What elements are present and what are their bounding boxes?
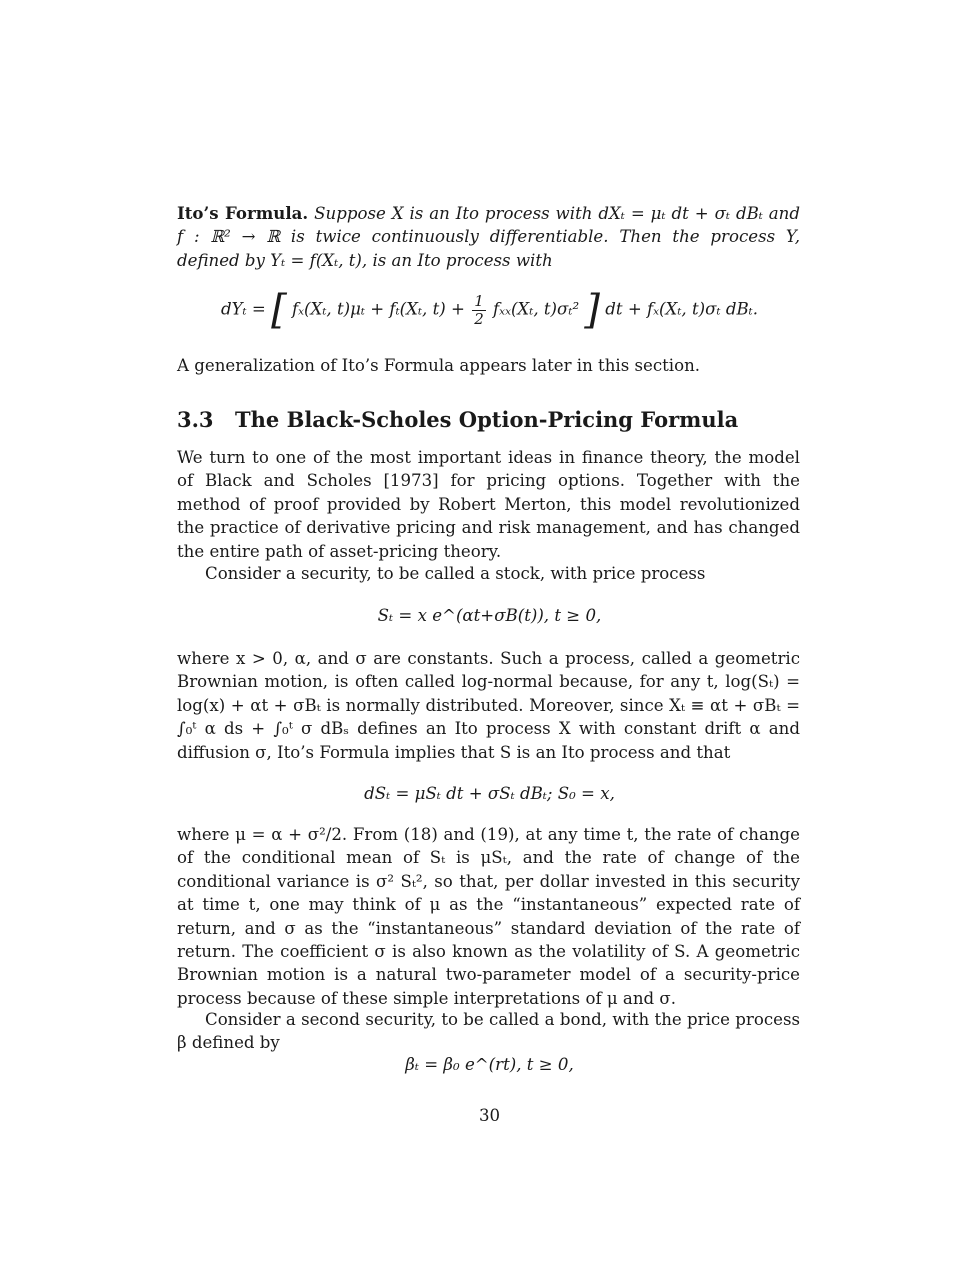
theorem-heading: Ito’s Formula.	[177, 203, 309, 223]
ito-eq-inner2: fₓₓ(Xₜ, t)σₜ²	[493, 299, 580, 319]
paragraph-stock: Consider a security, to be called a stock, with price process	[205, 564, 706, 583]
ito-equation	[0, 287, 979, 333]
paragraph-mu-interpretation: where μ = α + σ²/2. From (18) and (19), at any time t, the rate of change of the conditional mean of Sₜ is μSₜ, and the rate of change of the conditional variance is σ² Sₜ², so that, per dollar invested in this security at time t, one may think of μ as the “instantaneous” expected rate of return, and σ as the “instantaneous” standard deviation of the rate of return. The coefficient σ is also known as the volatility of S. A geometric Brownian motion is a natural two-parameter model of a security-price process because of these simple interpretations of μ and σ.	[177, 825, 800, 1008]
page-number: 30	[478, 1106, 501, 1125]
stock-sde-equation: dSₜ = μSₜ dt + σSₜ dBₜ; S₀ = x,	[364, 784, 615, 803]
ito-eq-lhs: dYₜ =	[220, 299, 266, 319]
right-bracket: ]	[584, 287, 600, 333]
left-bracket: [	[271, 287, 287, 333]
paragraph-intro: We turn to one of the most important ideas in finance theory, the model of Black and Scholes [1973] for pricing options. Together with the method of proof provided by Robert Merton, this model revolutionized the practice of derivative pricing and risk management, and has changed the entire path of asset-pricing theory.	[177, 448, 800, 561]
section-title: The Black-Scholes Option-Pricing Formula	[235, 407, 739, 432]
paragraph-generalization: A generalization of Ito’s Formula appears later in this section.	[177, 356, 701, 375]
paragraph-bond: Consider a second security, to be called a bond, with the price process β defined by	[177, 1010, 800, 1053]
section-number: 3.3	[177, 407, 214, 432]
ito-eq-inner: fₓ(Xₜ, t)μₜ + fₜ(Xₜ, t) +	[292, 299, 465, 319]
ito-eq-rhs: dt + fₓ(Xₜ, t)σₜ dBₜ.	[605, 299, 759, 319]
fraction-denominator: 2	[474, 309, 484, 328]
paragraph-geometric-brownian-motion: where x > 0, α, and σ are constants. Such a process, called a geometric Brownian motion, is often called log-normal because, for any t, log(Sₜ) = log(x) + αt + σBₜ is normally distributed. Moreover, since Xₜ ≡ αt + σBₜ = ∫₀ᵗ α ds + ∫₀ᵗ σ dBₛ defines an Ito process X with constant drift α and diffusion σ, Ito’s Formula implies that S is an Ito process and that	[177, 649, 800, 762]
bond-price-equation: βₜ = β₀ e^(rt), t ≥ 0,	[405, 1055, 574, 1074]
section-heading	[177, 406, 800, 434]
theorem-statement: Suppose X is an Ito process with dXₜ = μₜ dt + σₜ dBₜ and f : ℝ² → ℝ is twice continuously differentiable. Then the process Y, defined by Yₜ = f(Xₜ, t), is an Ito process with	[177, 204, 800, 270]
stock-price-equation: Sₜ = x e^(αt+σB(t)), t ≥ 0,	[377, 606, 602, 625]
fraction-numerator: 1	[474, 291, 484, 310]
ito-theorem	[177, 202, 800, 272]
one-half-fraction	[472, 293, 486, 328]
